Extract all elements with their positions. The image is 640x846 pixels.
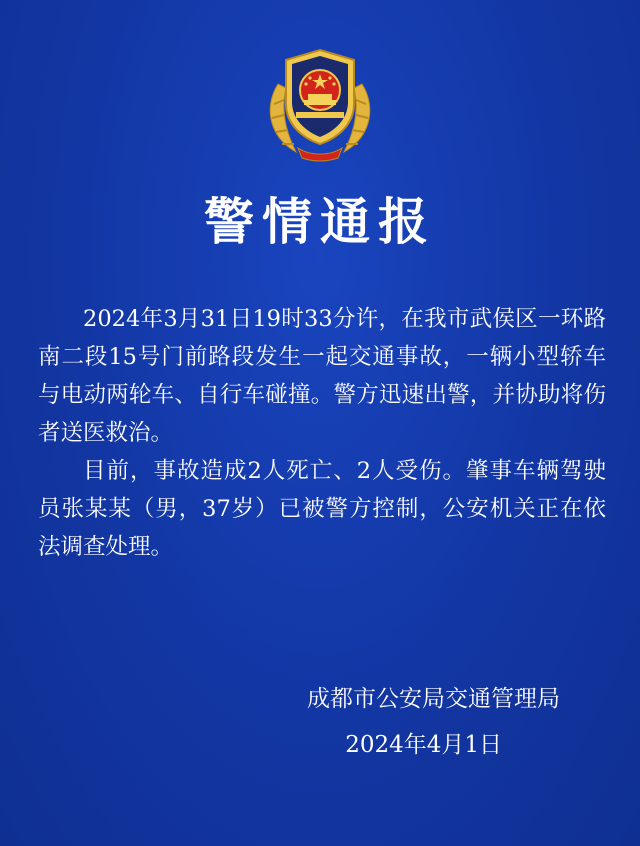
notice-title: 警情通报 bbox=[204, 193, 436, 251]
police-emblem-icon bbox=[258, 44, 382, 162]
signature-date: 2024年4月1日 bbox=[345, 732, 502, 758]
signature-organization: 成都市公安局交通管理局 bbox=[307, 686, 560, 712]
notice-paragraph-2: 目前，事故造成2人死亡、2人受伤。肇事车辆驾驶员张某某（男，37岁）已被警方控制，公安机关正在依法调查处理。 bbox=[38, 458, 606, 560]
notice-paragraph-1: 2024年3月31日19时33分许，在我市武侯区一环路南二段15号门前路段发生一起交通事故，一辆小型轿车与电动两轮车、自行车碰撞。警方迅速出警，并协助将伤者送医救治。 bbox=[38, 306, 606, 446]
notice-body bbox=[38, 300, 606, 566]
